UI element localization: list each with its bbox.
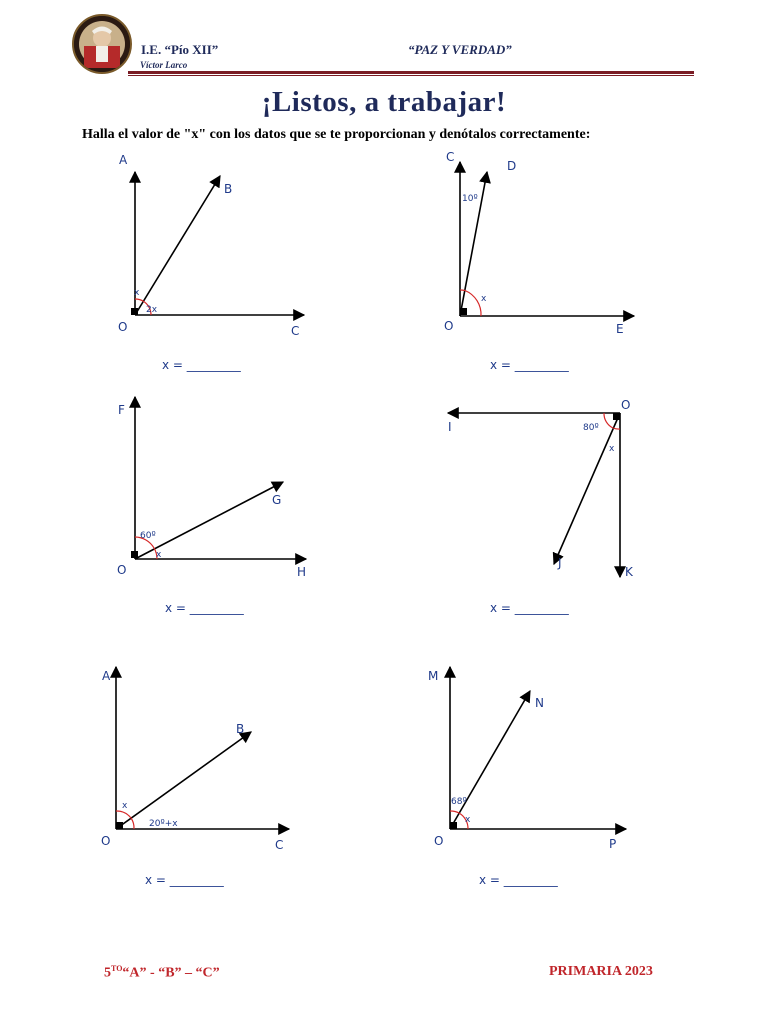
label-top: F	[118, 403, 125, 417]
angle-arc	[460, 290, 465, 291]
ray-on	[450, 691, 530, 829]
answer-blank: x = _________	[490, 601, 569, 615]
vertex-mark	[460, 308, 467, 315]
label-left: I	[448, 420, 452, 434]
answer-blank: x = _________	[162, 358, 241, 372]
angle-label: 20º+x	[149, 819, 178, 829]
vertex-mark	[613, 413, 620, 420]
label-base: C	[291, 324, 300, 338]
angle-label: 60º	[140, 531, 156, 541]
vertex-mark	[450, 822, 457, 829]
label-top: A	[102, 669, 111, 683]
label-vertex: O	[101, 834, 111, 848]
ray-og	[135, 482, 283, 559]
figure-2	[444, 150, 634, 372]
label-vertex: O	[117, 563, 127, 577]
label-ray: N	[535, 696, 544, 710]
angle-arc	[116, 811, 131, 818]
angle-label: 68º	[451, 797, 467, 807]
ray-oj	[554, 413, 620, 564]
answer-blank: x = _________	[145, 873, 224, 887]
school-location: Víctor Larco	[140, 60, 188, 70]
grade-number: 5	[104, 965, 111, 981]
instruction-text: Halla el valor de "x" con los datos que se te proporcionan y denótalos correctamente:	[82, 127, 591, 142]
angle-label: x	[481, 294, 487, 304]
label-vertex: O	[621, 398, 631, 412]
answer-blank: x = _________	[165, 601, 244, 615]
angle-arc	[131, 818, 134, 829]
label-top: C	[446, 150, 455, 164]
angle-label: x	[609, 444, 615, 454]
label-top: M	[428, 669, 439, 683]
label-vertex: O	[118, 320, 128, 334]
vertex-mark	[131, 551, 138, 558]
grade-suffix: TO	[111, 964, 123, 973]
angle-arc	[613, 428, 620, 429]
ray-ob	[116, 732, 251, 829]
figure-1	[118, 153, 304, 372]
angle-arc	[135, 299, 143, 301]
label-ray: J	[558, 556, 562, 570]
angle-arc	[604, 413, 613, 428]
label-vertex: O	[434, 834, 444, 848]
angle-arc	[465, 291, 481, 317]
grade-sections	[104, 964, 220, 982]
level-year: PRIMARIA 2023	[549, 964, 653, 979]
angle-label: x	[156, 550, 162, 560]
angle-label: 2x	[146, 305, 158, 315]
label-base: E	[616, 322, 624, 336]
section-list: “A” - “B” – “C”	[122, 965, 220, 981]
angle-label: x	[122, 801, 128, 811]
school-name: I.E. “Pío XII”	[141, 42, 219, 57]
figure-4	[448, 398, 634, 615]
school-motto: “PAZ Y VERDAD”	[408, 42, 512, 57]
vertex-mark	[116, 822, 123, 829]
label-top: A	[119, 153, 128, 167]
label-base: P	[609, 837, 617, 851]
angle-arc	[450, 811, 459, 813]
label-ray: B	[224, 182, 233, 196]
ray-ob	[135, 176, 220, 315]
vertex-mark	[131, 308, 138, 315]
label-down: K	[625, 565, 633, 579]
label-base: H	[297, 565, 307, 579]
page-title: ¡Listos, a trabajar!	[261, 86, 507, 118]
angle-label: x	[465, 815, 471, 825]
label-base: C	[275, 838, 284, 852]
angle-label: 10º	[462, 194, 478, 204]
angle-label: x	[134, 288, 140, 298]
answer-blank: x = _________	[479, 873, 558, 887]
figure-5	[101, 667, 289, 887]
label-ray: B	[236, 722, 245, 736]
angle-label: 80º	[583, 423, 599, 433]
figure-6	[428, 667, 626, 887]
label-vertex: O	[444, 319, 454, 333]
answer-blank: x = _________	[490, 358, 569, 372]
label-ray: G	[272, 493, 282, 507]
figure-3	[117, 397, 306, 615]
label-ray: D	[507, 159, 517, 173]
